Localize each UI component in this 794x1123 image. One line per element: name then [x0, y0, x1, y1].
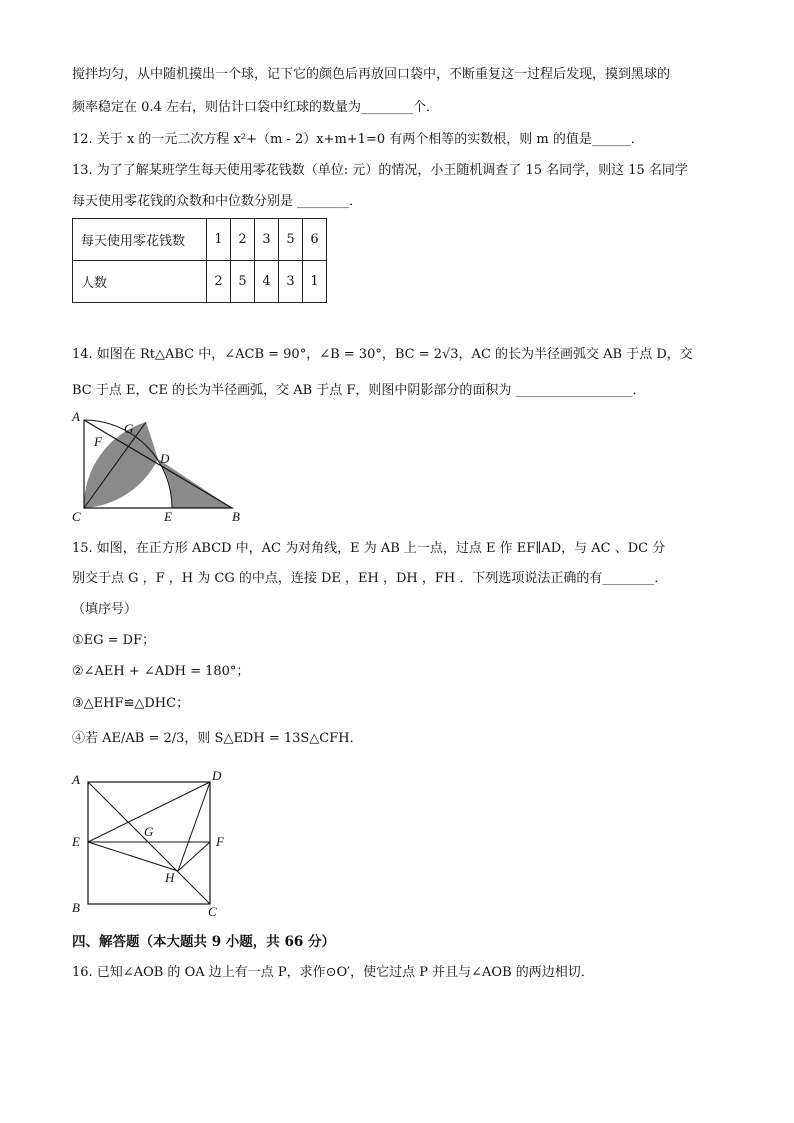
q16-text: 16. 已知∠AOB 的 OA 边上有一点 P，求作⊙O′，使它过点 P 并且与∠AOB 的两边相切． — [72, 965, 594, 980]
table-cell: 3 — [279, 261, 303, 303]
table-row — [73, 219, 327, 261]
table-cell: 3 — [255, 219, 279, 261]
table-row-label: 每天使用零花钱数 — [73, 219, 207, 261]
label-g: G — [144, 824, 154, 839]
table-cell: 4 — [255, 261, 279, 303]
table-cell: 5 — [279, 219, 303, 261]
label-c: C — [208, 904, 217, 919]
q15-option-1: ①EG = DF； — [72, 633, 156, 648]
q15-option-3: ③△EHF≌△DHC； — [72, 696, 190, 711]
q12-text: 12. 关于 x 的一元二次方程 x²+（m - 2）x+m+1=0 有两个相等的实数根，则 m 的值是______． — [72, 132, 644, 147]
shaded-region-right — [158, 459, 232, 508]
label-b: B — [232, 509, 240, 524]
triangle-arc-figure — [66, 408, 256, 526]
label-g: G — [124, 421, 134, 436]
table-cell: 2 — [207, 261, 231, 303]
q15-note: （填序号） — [72, 602, 138, 617]
label-e: E — [164, 509, 172, 524]
label-e: E — [72, 834, 80, 849]
label-c: C — [72, 509, 81, 524]
table-cell: 1 — [207, 219, 231, 261]
table-cell: 5 — [231, 261, 255, 303]
segment-eh — [88, 842, 178, 871]
table-row — [73, 261, 327, 303]
table-cell: 2 — [231, 219, 255, 261]
section-heading: 四、解答题（本大题共 9 小题，共 66 分） — [72, 934, 335, 950]
q15-line-1: 15. 如图，在正方形 ABCD 中，AC 为对角线，E 为 AB 上一点，过点 E 作 EF∥AD，与 AC 、DC 分 — [72, 541, 666, 556]
pocket-money-table — [72, 218, 327, 303]
label-a: A — [72, 772, 80, 787]
q15-option-4: ④若 AE/AB = 2/3，则 S△EDH = 13S△CFH． — [72, 731, 363, 746]
diagonal-ac — [88, 782, 210, 904]
label-b: B — [72, 900, 80, 915]
square-abcd-figure — [66, 768, 236, 920]
table-row-label: 人数 — [73, 261, 207, 303]
label-h: H — [165, 870, 175, 885]
q11-line-2: 频率稳定在 0.4 左右，则估计口袋中红球的数量为________个． — [72, 100, 439, 115]
label-d: D — [160, 451, 170, 466]
label-f: F — [94, 434, 102, 449]
q13-line-2: 每天使用零花钱的众数和中位数分别是 ________． — [72, 194, 363, 209]
q13-line-1: 13. 为了了解某班学生每天使用零花钱数（单位: 元）的情况，小王随机调查了 15 名同学，则这 15 名同学 — [72, 163, 688, 178]
q15-line-2: 别交于点 G ，F ，H 为 CG 的中点，连接 DE ，EH ，DH ，FH ．下列选项说法正确的有________． — [72, 571, 668, 586]
q15-option-2: ②∠AEH + ∠ADH = 180°； — [72, 664, 250, 679]
label-f: F — [216, 834, 224, 849]
q14-line-1: 14. 如图在 Rt△ABC 中，∠ACB = 90°，∠B = 30°，BC = 2√3，AC 的长为半径画弧交 AB 于点 D，交 — [72, 347, 693, 362]
label-a: A — [72, 409, 80, 424]
table-cell: 1 — [303, 261, 327, 303]
table-cell: 6 — [303, 219, 327, 261]
q11-line-1: 搅拌均匀，从中随机摸出一个球，记下它的颜色后再放回口袋中，不断重复这一过程后发现，摸到黑球的 — [72, 67, 671, 82]
q14-line-2: BC 于点 E，CE 的长为半径画弧，交 AB 于点 F，则图中阴影部分的面积为 __________________． — [72, 383, 646, 398]
label-d: D — [212, 768, 222, 783]
